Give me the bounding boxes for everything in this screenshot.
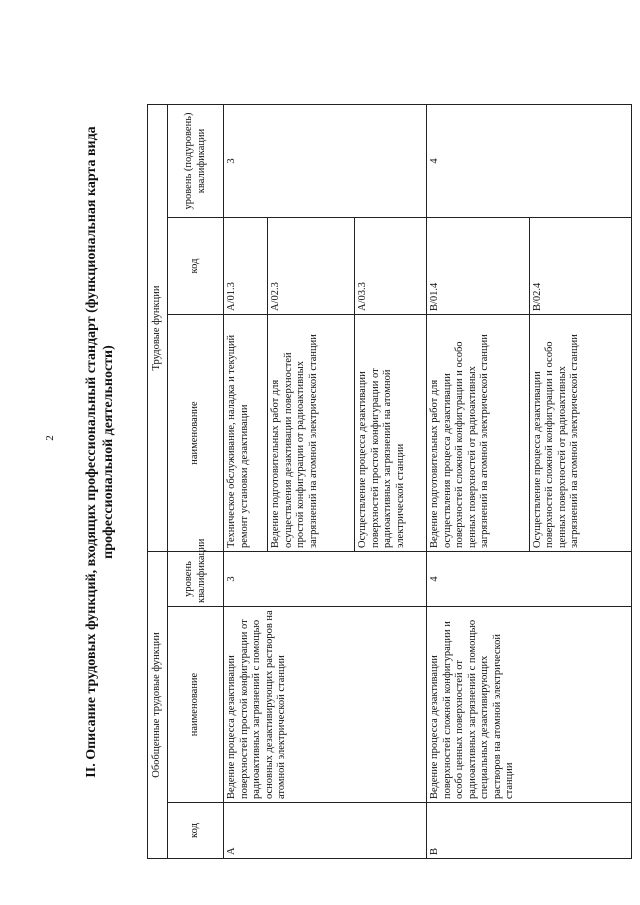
header-labor-functions: Трудовые функции bbox=[148, 104, 168, 551]
row-b-function-1-code: B/01.4 bbox=[427, 218, 529, 315]
row-a-name: Ведение процесса дезактивации поверхностей простой конфигурации от радиоактивных загрязнений с помощью основных дезактивирующих растворов на атомной электрической станции bbox=[224, 607, 427, 803]
table-row bbox=[224, 104, 268, 858]
page-number: 2 bbox=[44, 435, 56, 441]
row-b-function-2-code: B/02.4 bbox=[529, 218, 631, 315]
header-name: наименование bbox=[168, 607, 224, 803]
section-heading: II. Описание трудовых функций, входящих профессиональный стандарт (функциональная карта вида профессиональной деятельности) bbox=[84, 126, 116, 778]
header-lf-level: уровень (подуровень) квалификации bbox=[168, 104, 224, 217]
row-a-function-2-code: A/02.3 bbox=[268, 218, 355, 315]
row-b-function-2-name: Осуществление процесса дезактивации поверхностей сложной конфигурации и особо ценных поверхностей от радиоактивных загрязнений на атомной электрической станции bbox=[529, 315, 631, 552]
row-a-function-3-name: Осуществление процесса дезактивации поверхностей простой конфигурации от радиоактивных загрязнений на атомной электрической станции bbox=[355, 315, 427, 552]
row-a-qualification: 3 bbox=[224, 552, 427, 607]
header-generalized-functions: Обобщенные трудовые функции bbox=[148, 552, 168, 859]
header-qualification: уровень квалификации bbox=[168, 552, 224, 607]
row-b-function-level: 4 bbox=[427, 104, 632, 217]
row-a-function-3-code: A/03.3 bbox=[355, 218, 427, 315]
row-a-function-1-name: Техническое обслуживание, наладка и текущий ремонт установки дезактивации bbox=[224, 315, 268, 552]
row-a-function-2-name: Ведение подготовительных работ для осуществления дезактивации поверхностей простой конфигурации от радиоактивных загрязнений на атомной электрической станции bbox=[268, 315, 355, 552]
row-a-code: A bbox=[224, 803, 427, 859]
rotated-table-wrapper bbox=[147, 105, 632, 859]
header-code: код bbox=[168, 803, 224, 859]
row-b-function-1-name: Ведение подготовительных работ для осуществления процесса дезактивации поверхностей сложной конфигурации и особо ценных поверхностей от радиоактивных загрязнений на атомной электрической станции bbox=[427, 315, 529, 552]
header-lf-code: код bbox=[168, 218, 224, 315]
row-b-qualification: 4 bbox=[427, 552, 632, 607]
functional-map-table bbox=[147, 104, 632, 859]
row-b-code: B bbox=[427, 803, 632, 859]
row-a-function-level: 3 bbox=[224, 104, 427, 217]
table-row bbox=[427, 104, 529, 858]
header-lf-name: наименование bbox=[168, 315, 224, 552]
row-a-function-1-code: A/01.3 bbox=[224, 218, 268, 315]
row-b-name: Ведение процесса дезактивации поверхностей сложной конфигурации и особо ценных поверхностей от радиоактивных загрязнений с помощью специальных дезактивирующих растворов на атомной электрической станции bbox=[427, 607, 632, 803]
